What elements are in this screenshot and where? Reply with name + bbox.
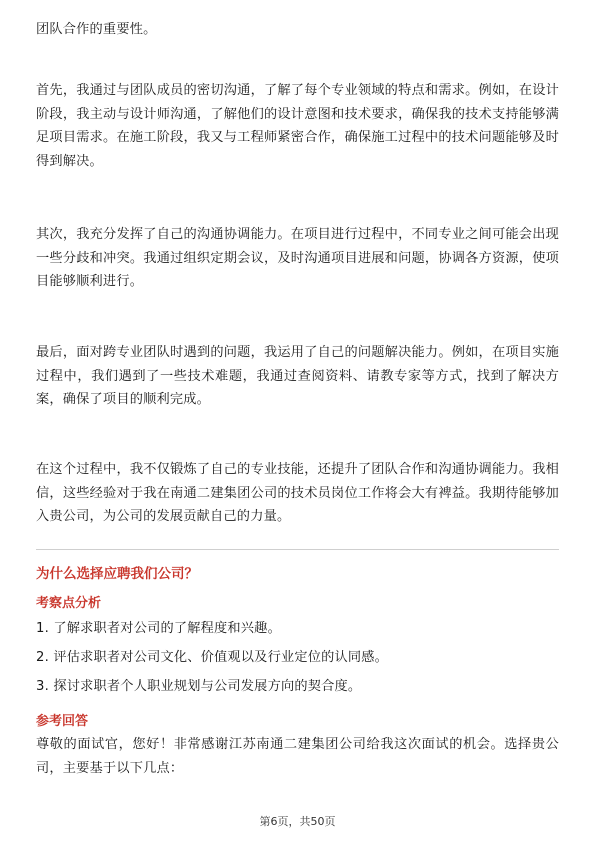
analysis-item: 2. 评估求职者对公司文化、价值观以及行业定位的认同感。 <box>36 650 389 665</box>
analysis-heading: 考察点分析 <box>36 596 102 611</box>
page-footer: 第6页，共50页 <box>259 815 336 828</box>
answer-text: 尊敬的面试官，您好！非常感谢江苏南通二建集团公司给我这次面试的机会。选择贵公司，主要基于以下几点： <box>36 737 559 776</box>
paragraph-third: 最后，面对跨专业团队时遇到的问题，我运用了自己的问题解决能力。例如，在项目实施过程中，我们遇到了一些技术难题，我通过查阅资料、请教专家等方式，找到了解决方案，确保了项目的顺利完成。 <box>36 345 559 407</box>
analysis-item: 3. 探讨求职者个人职业规划与公司发展方向的契合度。 <box>36 679 362 694</box>
section-divider <box>36 549 559 550</box>
analysis-item: 1. 了解求职者对公司的了解程度和兴趣。 <box>36 621 281 636</box>
paragraph-conclusion: 在这个过程中，我不仅锻炼了自己的专业技能，还提升了团队合作和沟通协调能力。我相信，这些经验对于我在南通二建集团公司的技术员岗位工作将会大有裨益。我期待能够加入贵公司，为公司的发展贡献自己的力量。 <box>36 462 559 524</box>
question-title: 为什么选择应聘我们公司？ <box>36 566 198 582</box>
paragraph-second: 其次，我充分发挥了自己的沟通协调能力。在项目进行过程中，不同专业之间可能会出现一些分歧和冲突。我通过组织定期会议，及时沟通项目进展和问题，协调各方资源，使项目能够顺利进行。 <box>36 227 559 289</box>
paragraph-intro-tail: 团队合作的重要性。 <box>36 22 157 37</box>
paragraph-first: 首先，我通过与团队成员的密切沟通，了解了每个专业领域的特点和需求。例如，在设计阶段，我主动与设计师沟通，了解他们的设计意图和技术要求，确保我的技术支持能够满足项目需求。在施工阶段，我又与工程师紧密合作，确保施工过程中的技术问题能够及时得到解决。 <box>36 83 559 169</box>
answer-heading: 参考回答 <box>36 714 89 729</box>
